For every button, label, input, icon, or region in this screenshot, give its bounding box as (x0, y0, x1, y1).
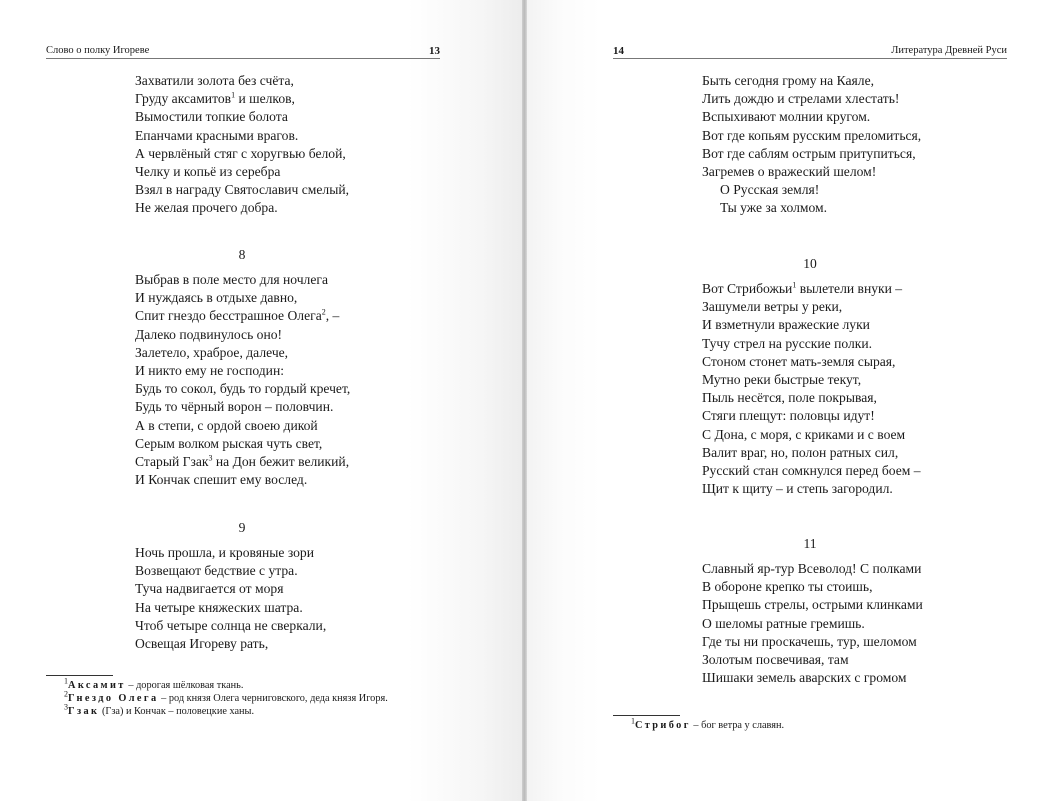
verse-line: Мутно реки быстрые текут, (702, 372, 862, 388)
verse-line: Славный яр-тур Всеволод! С полками (702, 561, 922, 576)
stanza-11 (702, 560, 923, 687)
verse-text: вылетели внуки – (796, 281, 903, 296)
verse-line: И нуждаясь в отдыхе давно, (135, 290, 298, 306)
verse-line: О шеломы ратные гремишь. (702, 615, 865, 631)
verse-line: Ночь прошла, и кровяные зори (135, 545, 315, 560)
verse-line: А в степи, с ордой своею дикой (135, 417, 318, 433)
verse-line: Валит враг, но, полон ратных сил, (702, 444, 899, 460)
stanza-10 (702, 280, 921, 498)
verse-line: Не желая прочего добра. (135, 200, 278, 216)
verse-line: Щит к щиту – и степь загородил. (702, 481, 893, 497)
footnote-text: – дорогая шёлковая ткань. (125, 680, 244, 691)
stanza-continued (135, 72, 349, 218)
verse-line: Туча надвигается от моря (135, 581, 284, 597)
footnote-term: Аксамит (68, 680, 126, 691)
footnote-marker: 3 (64, 702, 68, 712)
footnote-text: – род князя Олега черниговского, деда князя Игоря. (158, 692, 388, 704)
footnote-marker: 2 (64, 689, 68, 699)
footnote (613, 716, 993, 733)
verse-line: Тучу стрел на русские полки. (702, 335, 873, 351)
footnote-text: (Гза) и Кончак – половецкие ханы. (99, 705, 255, 717)
footnote-marker: 1 (64, 676, 68, 686)
verse-line: Ты уже за холмом. (720, 200, 828, 216)
stanza-8 (135, 271, 350, 489)
verse-line: Будь то чёрный ворон – половчин. (135, 399, 334, 415)
footnote (46, 676, 446, 693)
verse-line: О Русская земля! (720, 182, 820, 198)
footnote-text: – бог ветра у славян. (690, 720, 785, 731)
verse-line: Загремев о вражеский шелом! (702, 164, 877, 180)
verse-line: В обороне крепко ты стоишь, (702, 579, 873, 595)
verse-line: Далеко подвинулось оно! (135, 326, 283, 342)
stanza-number: 11 (803, 536, 817, 551)
verse-line: Взял в награду Святославич смелый, (135, 182, 350, 198)
verse-text: и шелков, (235, 91, 295, 107)
footnote-ref[interactable]: 3 (208, 453, 213, 463)
verse-line: На четыре княжеских шатра. (135, 599, 303, 615)
left-page (0, 0, 523, 801)
verse-line: Выбрав в поле место для ночлега (135, 272, 328, 287)
verse-line: Стоном стонет мать-земля сырая, (702, 353, 896, 369)
footnote-ref[interactable]: 2 (321, 307, 326, 317)
running-title: Слово о полку Игореве (46, 45, 150, 56)
footnote-ref[interactable]: 1 (231, 90, 236, 100)
page-number: 13 (429, 45, 440, 57)
running-header (46, 40, 440, 59)
verse-text: , – (325, 308, 340, 324)
verse-line (135, 90, 349, 108)
verse-line: Чтоб четыре солнца не сверкали, (135, 617, 327, 633)
verse-line: Шишаки земель аварских с громом (702, 670, 907, 686)
verse-line: Вот где саблям острым притупиться, (702, 145, 916, 161)
verse-line: Епанчами красными врагов. (135, 127, 299, 143)
verse-line: Русский стан сомкнулся перед боем – (702, 463, 921, 479)
verse-line: Золотым посвечивая, там (702, 652, 849, 668)
verse-line: Стяги плещут: половцы идут! (702, 408, 875, 424)
stanza-9 (135, 544, 326, 653)
verse-text: Груду аксамитов (135, 91, 232, 107)
verse-line: Быть сегодня грому на Каяле, (702, 73, 874, 88)
footnote (46, 689, 446, 706)
footnotes (46, 676, 446, 718)
page-number: 14 (613, 45, 624, 57)
verse-line: Освещая Игореву рать, (135, 636, 269, 652)
verse-text: на Дон бежит великий, (212, 454, 350, 470)
verse-line (135, 307, 350, 325)
footnotes (613, 716, 993, 733)
verse-line: А червлёный стяг с хоругвью белой, (135, 145, 346, 161)
verse-line: Зашумели ветры у реки, (702, 299, 843, 315)
verse-line: И никто ему не господин: (135, 363, 285, 379)
verse-line: Вспыхивают молнии кругом. (702, 109, 871, 125)
stanza-number: 10 (803, 256, 817, 271)
footnote-term: Гнездо Олега (68, 692, 159, 704)
verse-text: Спит гнездо бесстрашное Олега (135, 308, 322, 324)
verse-line: Где ты ни проскачешь, тур, шеломом (702, 633, 917, 649)
footnote-divider (46, 675, 113, 676)
right-page (527, 0, 1051, 801)
verse-line: Возвещают бедствие с утра. (135, 563, 298, 579)
verse-line: Серым волком рыская чуть свет, (135, 435, 323, 451)
verse-line: Вот где копьям русским преломиться, (702, 127, 922, 143)
running-title: Литература Древней Руси (891, 45, 1007, 56)
verse-line: Пыль несётся, поле покрывая, (702, 390, 877, 406)
verse-line: Будь то сокол, будь то гордый кречет, (135, 381, 351, 397)
footnote-term: Гзак (68, 705, 100, 717)
verse-line: И взметнули вражеские луки (702, 317, 870, 333)
stanza-number: 9 (238, 520, 246, 535)
stanza-number: 8 (238, 247, 246, 262)
verse-line: Вымостили топкие болота (135, 109, 288, 125)
verse-line: С Дона, с моря, с криками и с воем (702, 426, 906, 442)
verse-text: Старый Гзак (135, 454, 209, 470)
verse-line: Прыщешь стрелы, острыми клинками (702, 597, 923, 613)
verse-line (135, 453, 350, 471)
verse-line: Захватили золота без счёта, (135, 73, 294, 88)
verse-text: Вот Стрибожьи (702, 281, 793, 296)
running-header (613, 40, 1007, 59)
stanza-continued (702, 72, 921, 218)
verse-line (702, 280, 921, 298)
footnote-marker: 1 (631, 716, 635, 726)
footnote-term: Стрибог (635, 720, 691, 731)
footnote-ref[interactable]: 1 (792, 280, 797, 290)
verse-line: И Кончак спешит ему вослед. (135, 472, 308, 488)
footnote-divider (613, 715, 680, 716)
verse-line: Челку и копьё из серебра (135, 164, 281, 180)
verse-line: Лить дождю и стрелами хлестать! (702, 91, 900, 107)
verse-line: Залетело, храброе, далече, (135, 344, 289, 360)
footnote (46, 702, 446, 719)
